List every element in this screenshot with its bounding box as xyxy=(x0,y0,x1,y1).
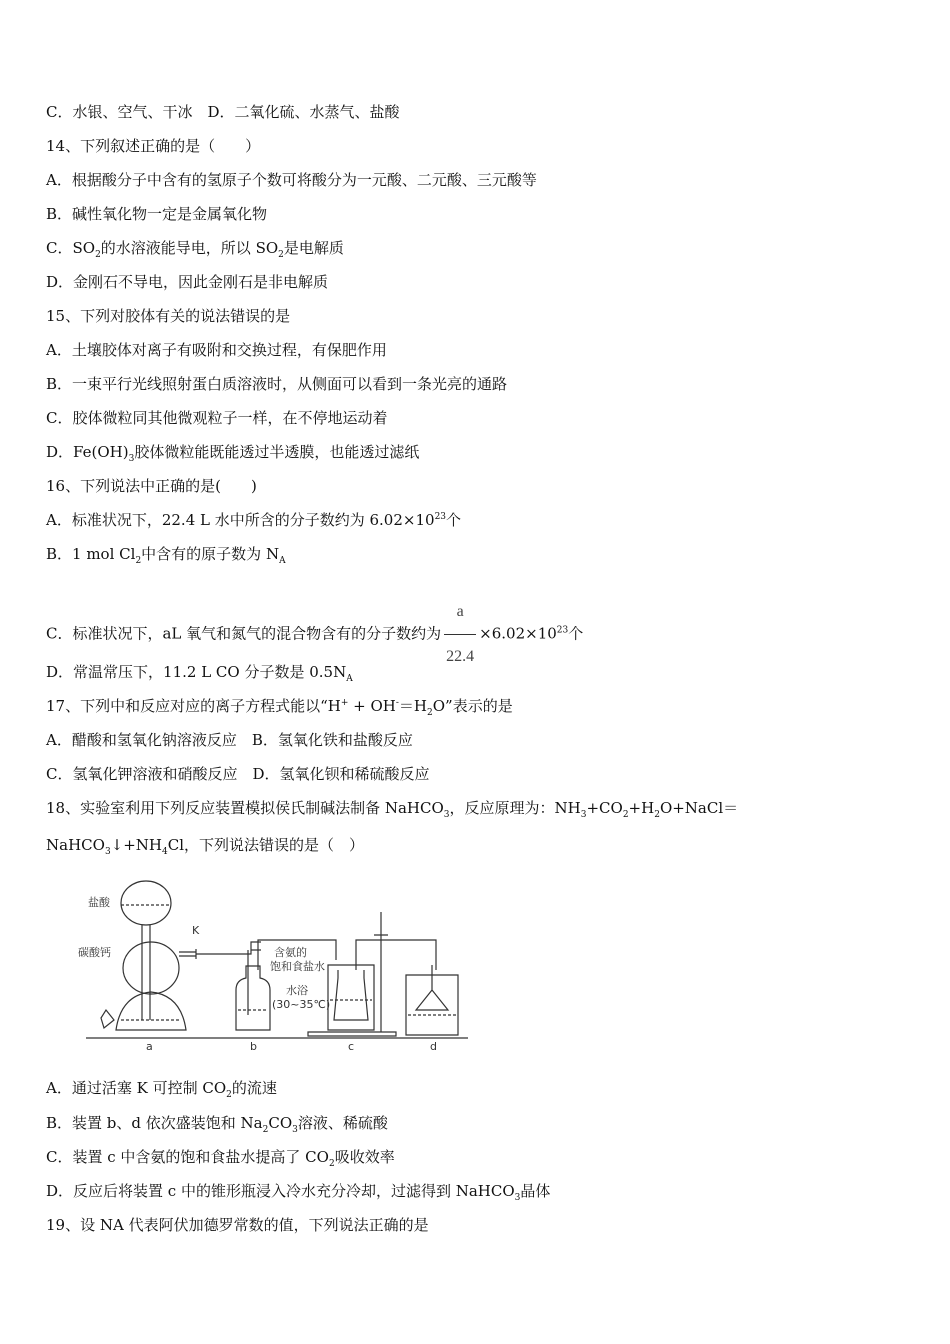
q15-option-b: B．一束平行光线照射蛋白质溶液时，从侧面可以看到一条光亮的通路 xyxy=(46,375,508,393)
label-c: c xyxy=(348,1040,355,1052)
label-bath-line1: 水浴 xyxy=(286,984,308,997)
question-19: 19、设 NA 代表阿伏加德罗常数的值，下列说法正确的是 xyxy=(46,1216,429,1234)
q16-option-b xyxy=(46,544,286,564)
text: 吸收效率 xyxy=(334,1148,395,1166)
subscript: 4 xyxy=(162,847,168,857)
text: 17、下列中和反应对应的离子方程式能以“H xyxy=(46,697,341,715)
superscript: 23 xyxy=(434,512,447,522)
text: 胶体微粒能既能透过半透膜，也能透过滤纸 xyxy=(134,443,420,461)
text: O”表示的是 xyxy=(432,697,513,715)
text: 个 xyxy=(568,624,584,643)
superscript: 23 xyxy=(556,625,569,636)
subscript: 2 xyxy=(226,1090,232,1100)
bottom-bulb xyxy=(116,992,186,1030)
text: ↓+NH xyxy=(110,836,163,854)
apparatus-figure xyxy=(76,870,476,1052)
q17-option-ab: A．醋酸和氢氧化钠溶液反应 B．氢氧化铁和盐酸反应 xyxy=(46,731,413,749)
label-nh3-line2: 饱和食盐水 xyxy=(270,960,325,973)
text: 18、实验室利用下列反应装置模拟侯氏制碱法制备 NaHCO xyxy=(46,799,444,817)
subscript: 2 xyxy=(427,708,433,718)
q14-option-b: B．碱性氧化物一定是金属氧化物 xyxy=(46,205,268,223)
text: +CO xyxy=(586,799,623,817)
text: + OH xyxy=(348,697,396,715)
subscript: 3 xyxy=(104,847,111,857)
label-a: a xyxy=(146,1040,153,1052)
text: 个 xyxy=(446,511,462,529)
text: D．反应后将装置 c 中的锥形瓶浸入冷水充分冷却，过滤得到 NaHCO xyxy=(46,1182,515,1200)
label-d: d xyxy=(430,1040,437,1052)
text: A．标准状况下，22.4 L 水中所含的分子数约为 6.02×10 xyxy=(46,511,435,529)
text: ，反应原理为：NH xyxy=(449,799,581,817)
text: 的水溶液能导电，所以 SO xyxy=(100,239,279,257)
text: 是电解质 xyxy=(283,239,344,257)
label-nh3-line1: 含氨的 xyxy=(274,946,307,959)
subscript: 2 xyxy=(654,810,660,820)
subscript: 3 xyxy=(580,810,587,820)
q18-option-a xyxy=(46,1078,277,1098)
q14-option-c xyxy=(46,238,344,258)
question-17 xyxy=(46,696,513,716)
text: O+NaCl＝ xyxy=(659,799,739,817)
q15-option-a: A．土壤胶体对离子有吸附和交换过程，有保肥作用 xyxy=(46,341,387,359)
question-18-cont xyxy=(46,835,364,855)
q15-option-c: C．胶体微粒同其他微观粒子一样，在不停地运动着 xyxy=(46,409,388,427)
text: B．1 mol Cl xyxy=(46,545,136,563)
q18-option-c xyxy=(46,1147,395,1167)
text: ＝H xyxy=(398,697,428,715)
subscript: A xyxy=(346,674,353,684)
q17-option-cd: C．氢氧化钾溶液和硝酸反应 D．氢氧化钡和稀硫酸反应 xyxy=(46,765,430,783)
text: 溶液、稀硫酸 xyxy=(297,1114,388,1132)
text: C．SO xyxy=(46,239,96,257)
fraction-denominator: 22.4 xyxy=(444,634,476,679)
label-b: b xyxy=(250,1040,257,1052)
subscript: A xyxy=(279,556,286,566)
subscript: 2 xyxy=(135,556,142,566)
q16-option-d xyxy=(46,662,353,682)
question-14: 14、下列叙述正确的是（ ） xyxy=(46,137,261,155)
conical-flask xyxy=(334,970,368,1020)
question-18 xyxy=(46,798,738,818)
subscript: 3 xyxy=(128,454,135,464)
subscript: 2 xyxy=(95,250,101,260)
label-hcl: 盐酸 xyxy=(88,896,110,909)
label-bath-line2: (30~35℃) xyxy=(272,998,331,1011)
top-funnel-bulb xyxy=(121,881,171,925)
subscript: 2 xyxy=(278,250,284,260)
subscript: 3 xyxy=(514,1193,521,1203)
subscript: 3 xyxy=(292,1125,298,1135)
subscript: 2 xyxy=(262,1125,269,1135)
q16-option-a xyxy=(46,510,461,530)
text: 的流速 xyxy=(231,1079,277,1097)
question-16: 16、下列说法中正确的是( ) xyxy=(46,477,257,495)
text: +H xyxy=(628,799,655,817)
q15-option-d xyxy=(46,442,419,462)
text: ×6.02×10 xyxy=(479,624,557,643)
subscript: 2 xyxy=(328,1159,335,1169)
wash-bottle xyxy=(236,966,270,1030)
q18-option-b xyxy=(46,1113,388,1133)
text: C．装置 c 中含氨的饱和食盐水提高了 CO xyxy=(46,1148,329,1166)
label-caco3: 碳酸钙 xyxy=(78,946,111,959)
text: A．通过活塞 K 可控制 CO xyxy=(46,1079,227,1097)
label-k: K xyxy=(192,924,200,937)
subscript: 3 xyxy=(443,810,450,820)
superscript: + xyxy=(340,698,349,708)
text: D．常温常压下，11.2 L CO 分子数是 0.5N xyxy=(46,663,347,681)
fraction-numerator: a xyxy=(456,603,464,620)
text: D．Fe(OH) xyxy=(46,443,129,461)
q13-option-cd: C．水银、空气、干冰 D．二氧化硫、水蒸气、盐酸 xyxy=(46,103,400,121)
question-15: 15、下列对胶体有关的说法错误的是 xyxy=(46,307,291,325)
q14-option-d: D．金刚石不导电，因此金刚石是非电解质 xyxy=(46,273,329,291)
text: B．装置 b、d 依次盛装饱和 Na xyxy=(46,1114,263,1132)
text: NaHCO xyxy=(46,836,105,854)
subscript: 2 xyxy=(622,810,629,820)
text: Cl，下列说法错误的是（ ） xyxy=(167,836,365,854)
q18-option-d xyxy=(46,1181,550,1201)
text: C．标准状况下，aL 氧气和氮气的混合物含有的分子数约为 xyxy=(46,624,442,643)
text: 中含有的原子数为 N xyxy=(141,545,280,563)
text: CO xyxy=(268,1114,293,1132)
fraction xyxy=(444,590,476,679)
middle-bulb xyxy=(123,942,179,994)
superscript: - xyxy=(395,698,399,708)
q14-option-a: A．根据酸分子中含有的氢原子个数可将酸分为一元酸、二元酸、三元酸等 xyxy=(46,171,537,189)
text: 晶体 xyxy=(520,1182,551,1200)
